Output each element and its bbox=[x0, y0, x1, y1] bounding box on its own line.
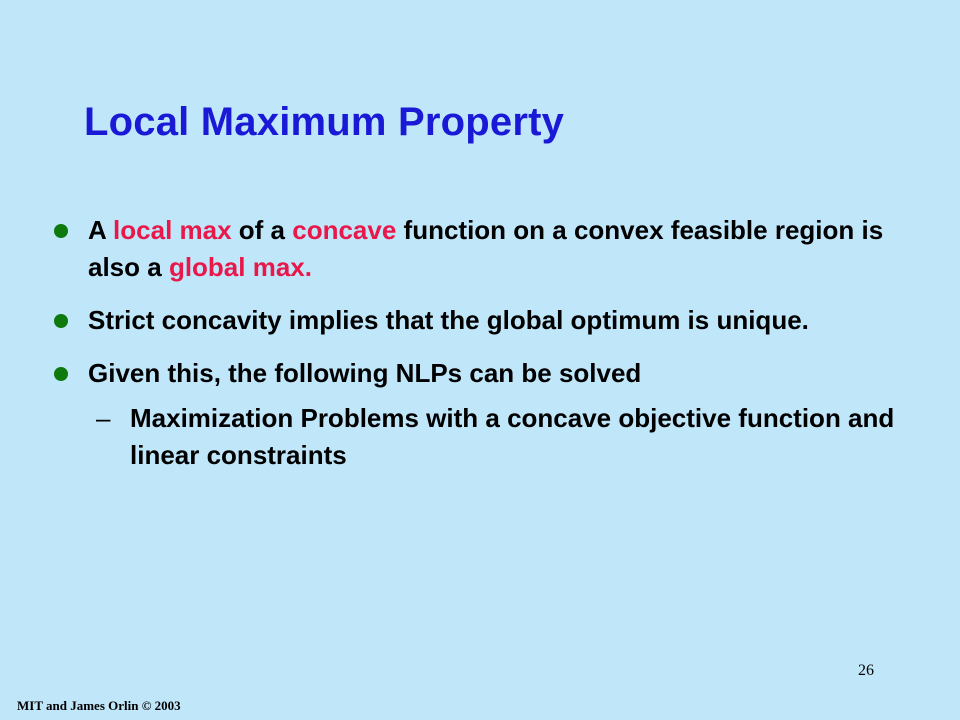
text-segment: function on a convex feasible region is also a bbox=[88, 215, 884, 282]
highlight-global-max: global max. bbox=[168, 252, 312, 282]
bullet-list bbox=[52, 212, 912, 474]
bullet-item-strict-concavity bbox=[52, 302, 912, 339]
bullet-dot-icon bbox=[54, 367, 68, 381]
sub-bullet-item-maximization bbox=[52, 400, 912, 474]
text-segment: A bbox=[88, 215, 114, 245]
slide-title: Local Maximum Property bbox=[84, 100, 565, 144]
page-number: 26 bbox=[858, 662, 874, 679]
bullet-dot-icon bbox=[54, 224, 68, 238]
sub-bullet-text: Maximization Problems with a concave objective function and linear constraints bbox=[130, 403, 895, 470]
bullet-text: Given this, the following NLPs can be solved bbox=[88, 358, 642, 388]
text-segment: of a bbox=[231, 215, 293, 245]
dash-marker: – bbox=[96, 403, 111, 433]
footer-copyright: MIT and James Orlin © 2003 bbox=[17, 698, 181, 713]
bullet-text bbox=[88, 215, 883, 282]
bullet-dot-icon bbox=[54, 314, 68, 328]
highlight-local-max: local max bbox=[113, 215, 232, 245]
bullet-item-local-max bbox=[52, 212, 912, 286]
highlight-concave: concave bbox=[292, 215, 397, 245]
bullet-item-nlps bbox=[52, 355, 912, 392]
bullet-text: Strict concavity implies that the global optimum is unique. bbox=[88, 305, 809, 335]
